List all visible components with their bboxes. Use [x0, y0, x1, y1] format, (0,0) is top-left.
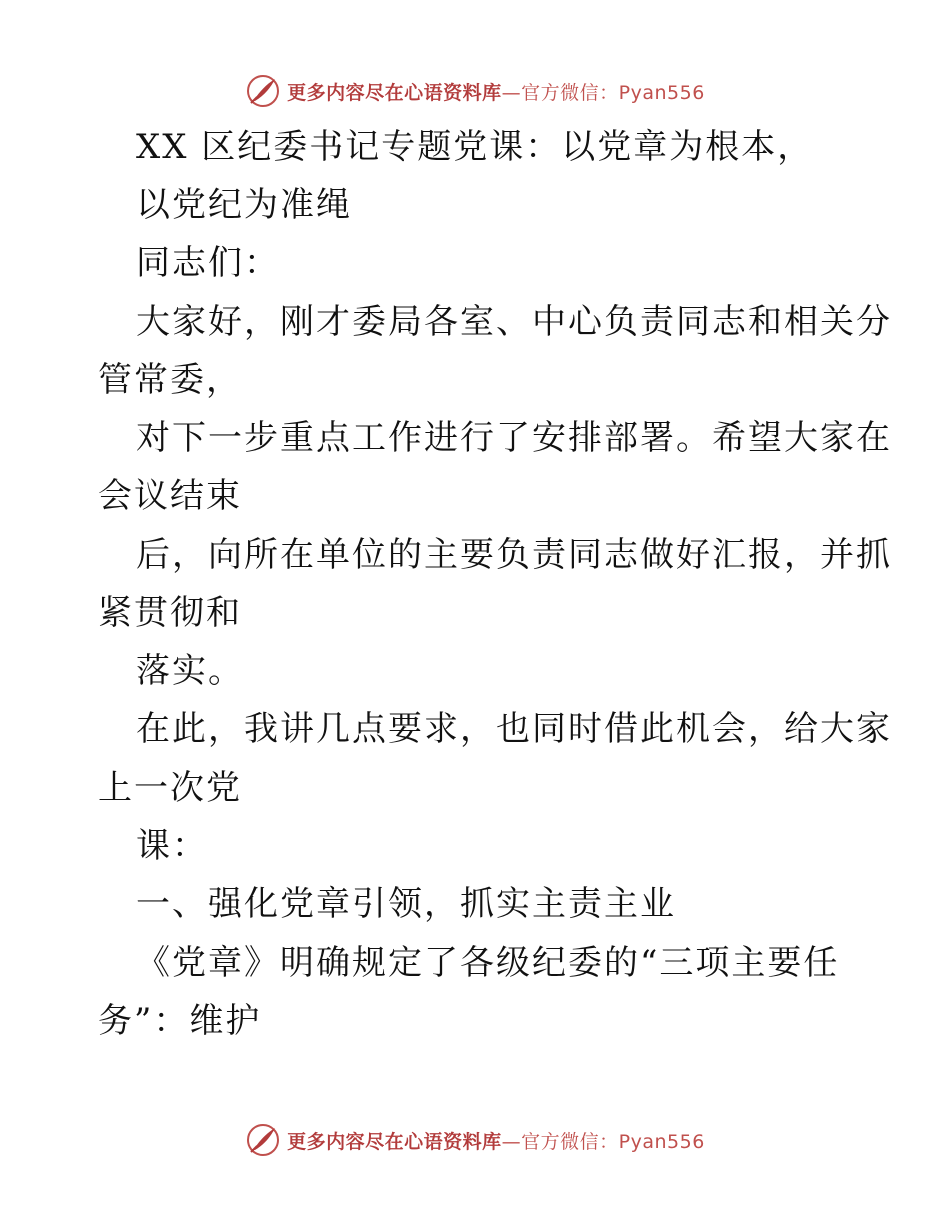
document-title-line-2: 以党纪为准绳	[136, 185, 352, 225]
paragraph-line: 《党章》明确规定了各级纪委的“三项主要任	[136, 943, 840, 983]
quill-pen-icon	[245, 1122, 281, 1158]
paragraph-line: 上一次党	[98, 768, 242, 808]
footer-banner	[0, 1120, 950, 1160]
footer-banner-text	[287, 1127, 705, 1154]
paragraph-line: 会议结束	[98, 476, 242, 516]
section-heading: 一、强化党章引领，抓实主责主业	[136, 884, 676, 924]
paragraph-line: 对下一步重点工作进行了安排部署。希望大家在	[136, 418, 892, 458]
paragraph-line: 在此，我讲几点要求，也同时借此机会，给大家	[136, 709, 892, 749]
header-banner-separator: —	[501, 81, 522, 104]
header-banner-text	[287, 78, 705, 105]
header-banner	[0, 71, 950, 111]
quill-pen-icon	[245, 73, 281, 109]
header-banner-main: 更多内容尽在心语资料库	[287, 81, 502, 104]
paragraph-line: 紧贯彻和	[98, 593, 242, 633]
salutation: 同志们：	[136, 243, 280, 283]
paragraph-line: 务”：维护	[98, 1001, 262, 1041]
footer-banner-wechat: 官方微信：Pyan556	[521, 1130, 705, 1153]
paragraph-line: 管常委，	[98, 360, 242, 400]
footer-banner-separator: —	[501, 1130, 522, 1153]
paragraph-line: 后，向所在单位的主要负责同志做好汇报，并抓	[136, 535, 892, 575]
paragraph-line: 课：	[136, 826, 208, 866]
document-title-line-1: XX 区纪委书记专题党课：以党章为根本，	[136, 127, 814, 167]
header-banner-wechat: 官方微信：Pyan556	[521, 81, 705, 104]
footer-banner-main: 更多内容尽在心语资料库	[287, 1130, 502, 1153]
paragraph-line: 大家好，刚才委局各室、中心负责同志和相关分	[136, 302, 892, 342]
paragraph-line: 落实。	[136, 651, 244, 691]
